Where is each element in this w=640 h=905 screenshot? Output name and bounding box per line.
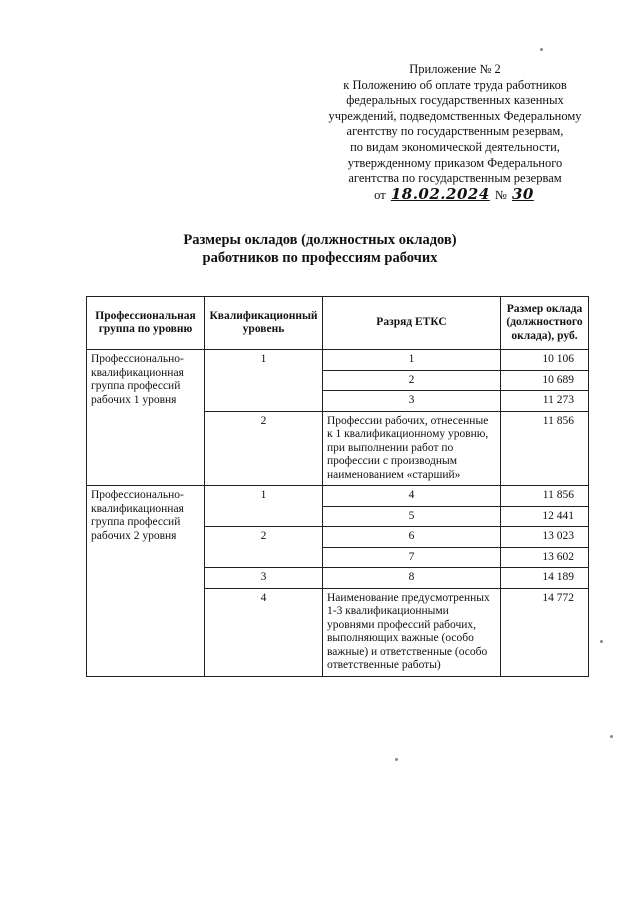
header-level: Квалификационный уровень xyxy=(205,297,323,350)
salary-cell: 11 856 xyxy=(501,411,589,486)
rank-cell: 7 xyxy=(323,547,501,568)
number-label: № xyxy=(494,187,507,202)
salary-table xyxy=(86,296,589,677)
group-cell: Профессионально-квалификационная группа профессий рабочих 2 уровня xyxy=(87,486,205,677)
appendix-line: учреждений, подведомственных Федеральному xyxy=(328,108,582,123)
table-row xyxy=(87,350,589,371)
salary-cell: 10 106 xyxy=(501,350,589,371)
from-label: от xyxy=(374,187,386,202)
rank-cell: 3 xyxy=(323,391,501,412)
document-title xyxy=(100,231,540,267)
level-cell: 3 xyxy=(205,568,323,589)
rank-cell: 1 xyxy=(323,350,501,371)
salary-cell: 12 441 xyxy=(501,506,589,527)
rank-cell: 6 xyxy=(323,527,501,548)
salary-cell: 11 273 xyxy=(501,391,589,412)
table-row xyxy=(87,486,589,507)
title-line-1: Размеры окладов (должностных окладов) xyxy=(183,232,457,248)
appendix-line: агентству по государственным резервам, xyxy=(346,124,564,139)
salary-cell: 10 689 xyxy=(501,370,589,391)
rank-cell: Профессии рабочих, отнесенные к 1 квалификационному уровню, при выполнении работ по профессии с производным наименованием «старший» xyxy=(323,411,501,486)
appendix-line: утвержденному приказом Федерального xyxy=(347,155,563,170)
salary-cell: 11 856 xyxy=(501,486,589,507)
salary-cell: 13 023 xyxy=(501,527,589,548)
order-date: 18.02.2024 xyxy=(390,184,490,203)
level-cell: 2 xyxy=(205,411,323,486)
order-number: 30 xyxy=(511,184,534,203)
level-cell: 1 xyxy=(205,486,323,527)
salary-cell: 13 602 xyxy=(501,547,589,568)
level-cell: 4 xyxy=(205,588,323,676)
appendix-line: по видам экономической деятельности, xyxy=(350,139,560,154)
salary-cell: 14 772 xyxy=(501,588,589,676)
group-cell: Профессионально-квалификационная группа профессий рабочих 1 уровня xyxy=(87,350,205,486)
rank-cell: 4 xyxy=(323,486,501,507)
rank-cell: 8 xyxy=(323,568,501,589)
rank-cell: Наименование предусмотренных 1-3 квалификационными уровнями профессий рабочих, выполняющих важные (особо важные) и ответственные (особо ответственные работы) xyxy=(323,588,501,676)
header-rank: Разряд ЕТКС xyxy=(323,297,501,350)
rank-cell: 5 xyxy=(323,506,501,527)
appendix-header xyxy=(300,62,610,203)
level-cell: 1 xyxy=(205,350,323,412)
header-salary: Размер оклада (должностного оклада), руб. xyxy=(501,297,589,350)
title-line-2: работников по профессиям рабочих xyxy=(202,250,438,266)
table-header-row xyxy=(87,297,589,350)
scan-speck xyxy=(600,640,603,643)
appendix-line: к Положению об оплате труда работников xyxy=(343,77,567,92)
salary-cell: 14 189 xyxy=(501,568,589,589)
header-group: Профессиональная группа по уровню xyxy=(87,297,205,350)
appendix-line: федеральных государственных казенных xyxy=(346,93,564,108)
rank-cell: 2 xyxy=(323,370,501,391)
scan-speck xyxy=(610,735,613,738)
scan-speck xyxy=(395,758,398,761)
appendix-line: агентства по государственным резервам xyxy=(348,171,562,186)
appendix-line: Приложение № 2 xyxy=(409,62,501,76)
order-date-line xyxy=(300,184,610,204)
level-cell: 2 xyxy=(205,527,323,568)
scan-speck xyxy=(540,48,543,51)
